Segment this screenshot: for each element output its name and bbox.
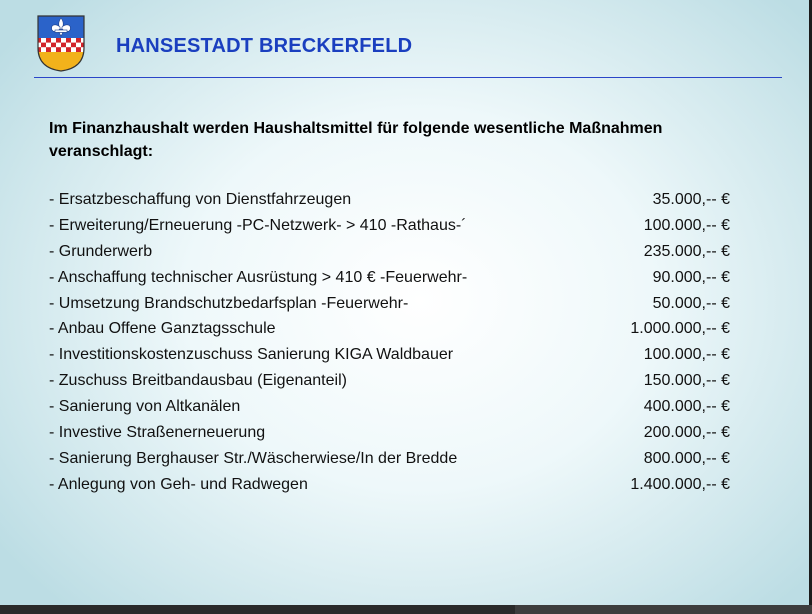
measure-label: - Ersatzbeschaffung von Dienstfahrzeugen bbox=[49, 191, 352, 208]
city-coat-of-arms-icon bbox=[36, 14, 86, 72]
list-item bbox=[49, 395, 730, 421]
measure-amount: 1.400.000,-- € bbox=[630, 475, 730, 493]
bottom-bar-segment bbox=[515, 605, 812, 614]
intro-text: Im Finanzhaushalt werden Haushaltsmittel für folgende wesentliche Maßnahmen veranschlagt: bbox=[49, 120, 663, 160]
measure-label: - Anlegung von Geh- und Radwegen bbox=[49, 475, 308, 493]
measure-amount: 800.000,-- € bbox=[643, 449, 730, 467]
page-title: HANSESTADT BRECKERFELD bbox=[116, 35, 413, 57]
list-item bbox=[49, 188, 730, 214]
list-item bbox=[49, 369, 730, 395]
measure-amount: 100.000,-- € bbox=[643, 216, 730, 234]
measure-label: - Investitionskostenzuschuss Sanierung KIGA Waldbauer bbox=[49, 346, 454, 364]
measure-amount: 50.000,-- € bbox=[652, 294, 730, 312]
list-item bbox=[49, 292, 730, 318]
measure-label: - Umsetzung Brandschutzbedarfsplan -Feuerwehr- bbox=[49, 294, 409, 312]
list-item bbox=[49, 421, 730, 447]
header-divider bbox=[34, 77, 782, 78]
measure-amount: 200.000,-- € bbox=[643, 424, 730, 442]
measure-amount: 35.000,-- € bbox=[652, 191, 730, 208]
list-item bbox=[49, 473, 730, 499]
measures-list bbox=[49, 188, 730, 499]
measure-label: - Anbau Offene Ganztagsschule bbox=[49, 320, 276, 338]
measure-amount: 100.000,-- € bbox=[643, 346, 730, 364]
measure-label: - Sanierung von Altkanälen bbox=[49, 398, 241, 416]
measure-amount: 150.000,-- € bbox=[643, 372, 730, 390]
bottom-bar bbox=[0, 605, 812, 614]
measure-amount: 1.000.000,-- € bbox=[630, 320, 730, 338]
list-item bbox=[49, 240, 730, 266]
measure-label: - Zuschuss Breitbandausbau (Eigenanteil) bbox=[49, 372, 347, 390]
measure-amount: 235.000,-- € bbox=[643, 242, 730, 260]
measure-label: - Sanierung Berghauser Str./Wäscherwiese/In der Bredde bbox=[49, 449, 458, 467]
measure-amount: 400.000,-- € bbox=[643, 398, 730, 416]
measure-label: - Grunderwerb bbox=[49, 242, 153, 260]
list-item bbox=[49, 447, 730, 473]
measure-label: - Investive Straßenerneuerung bbox=[49, 424, 266, 442]
list-item bbox=[49, 317, 730, 343]
list-item bbox=[49, 214, 730, 240]
list-item bbox=[49, 343, 730, 369]
measure-label: - Erweiterung/Erneuerung -PC-Netzwerk- > 410 -Rathaus-´ bbox=[49, 216, 467, 234]
measure-amount: 90.000,-- € bbox=[652, 268, 730, 286]
measure-label: - Anschaffung technischer Ausrüstung > 410 € -Feuerwehr- bbox=[49, 268, 468, 286]
list-item bbox=[49, 266, 730, 292]
